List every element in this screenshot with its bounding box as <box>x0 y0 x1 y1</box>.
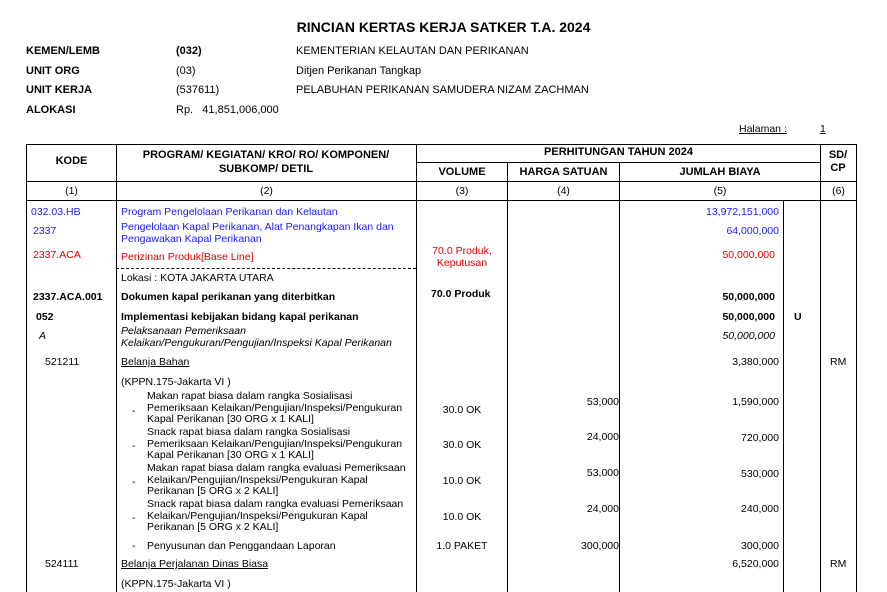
row-uraian: Pelaksanaan Pemeriksaan Kelaikan/Pengukuran/Pengujian/Inspeksi Kapal Perikanan <box>121 325 392 349</box>
row-kppn: (KPPN.175-Jakarta VI ) <box>121 578 231 590</box>
row-lokasi: Lokasi : KOTA JAKARTA UTARA <box>121 272 274 284</box>
row-volume: 10.0 OK <box>442 511 482 523</box>
row-jumlah: 3,380,000 <box>732 356 779 368</box>
row-kode: 524111 <box>45 558 79 570</box>
col-number-3: (3) <box>455 185 469 197</box>
page-number: 1 <box>820 123 826 135</box>
row-jumlah: 530,000 <box>741 468 779 480</box>
row-jumlah: 64,000,000 <box>726 225 779 237</box>
unit-org-label: UNIT ORG <box>26 65 80 77</box>
row-kppn: (KPPN.175-Jakarta VI ) <box>121 376 231 388</box>
row-kode: 2337.ACA.001 <box>33 291 103 303</box>
row-kode: 052 <box>36 311 54 323</box>
col-number-1: (1) <box>65 185 78 197</box>
row-volume: 70.0 Produk <box>431 288 491 300</box>
row-flag: U <box>794 311 802 323</box>
row-kode: 032.03.HB <box>31 206 81 218</box>
col-number-4: (4) <box>557 185 570 197</box>
row-jumlah: 6,520,000 <box>732 558 779 570</box>
row-jumlah: 50,000,000 <box>722 311 775 323</box>
col-sdcp-header: SD/ CP <box>828 149 848 174</box>
unit-org-code: (03) <box>176 65 196 77</box>
kemen-code: (032) <box>176 45 202 57</box>
row-harga: 53,000 <box>586 396 619 408</box>
row-volume: 70.0 Produk, Keputusan <box>432 245 492 269</box>
row-jumlah: 1,590,000 <box>732 396 779 408</box>
row-uraian: Belanja Perjalanan Dinas Biasa <box>121 558 269 570</box>
col-volume-header: VOLUME <box>438 166 486 178</box>
row-uraian: Perizinan Produk[Base Line] <box>121 251 254 263</box>
row-jumlah: 50,000,000 <box>722 249 775 261</box>
alokasi-label: ALOKASI <box>26 104 76 116</box>
col-number-2: (2) <box>260 185 273 197</box>
bullet-dash: - <box>132 512 136 524</box>
row-harga: 24,000 <box>586 431 619 443</box>
row-kode: 2337 <box>33 225 57 237</box>
row-jumlah: 13,972,151,000 <box>706 206 779 218</box>
col-jumlah-header: JUMLAH BIAYA <box>679 166 761 178</box>
row-kode: A <box>39 330 47 342</box>
row-uraian: Program Pengelolaan Perikanan dan Kelautan <box>121 206 338 218</box>
col-number-5: (5) <box>713 185 727 197</box>
row-volume: 1.0 PAKET <box>436 540 488 552</box>
row-jumlah: 50,000,000 <box>722 291 775 303</box>
row-harga: 53,000 <box>586 467 619 479</box>
row-uraian: Dokumen kapal perikanan yang diterbitkan <box>121 291 336 303</box>
unit-kerja-name: PELABUHAN PERIKANAN SAMUDERA NIZAM ZACHMAN <box>296 84 589 96</box>
col-harga-header: HARGA SATUAN <box>519 166 608 178</box>
row-uraian: Snack rapat biasa dalam rangka Sosialisasi Pemeriksaan Kelaikan/Pengujian/Inspeksi/Pengukuran Kapal Perikanan [30 ORG x 1 KALI] <box>147 426 403 461</box>
row-harga: 300,000 <box>581 540 619 552</box>
row-jumlah: 720,000 <box>741 432 779 444</box>
row-jumlah: 240,000 <box>741 503 779 515</box>
row-uraian: Makan rapat biasa dalam rangka Sosialisasi Pemeriksaan Kelaikan/Pengujian/Inspeksi/Pengukuran Kapal Perikanan [30 ORG x 1 KALI] <box>147 390 403 425</box>
row-jumlah: 50,000,000 <box>722 330 775 342</box>
col-number-6: (6) <box>832 185 845 197</box>
unit-org-name: Ditjen Perikanan Tangkap <box>296 65 422 77</box>
row-uraian: Makan rapat biasa dalam rangka evaluasi Pemeriksaan Kelaikan/Pengujian/Inspeksi/Pengukuran Kapal Perikanan [5 ORG x 2 KALI] <box>147 462 406 497</box>
document-title: RINCIAN KERTAS KERJA SATKER T.A. 2024 <box>296 19 591 35</box>
row-sdcp: RM <box>830 558 847 570</box>
row-jumlah: 300,000 <box>741 540 779 552</box>
row-kode: 2337.ACA <box>33 249 81 261</box>
row-uraian: Snack rapat biasa dalam rangka evaluasi Pemeriksaan Kelaikan/Pengujian/Inspeksi/Pengukuran Kapal Perikanan [5 ORG x 2 KALI] <box>147 498 404 533</box>
row-uraian: Implementasi kebijakan bidang kapal perikanan <box>121 311 359 323</box>
row-uraian: Belanja Bahan <box>121 356 190 368</box>
unit-kerja-code: (537611) <box>176 84 220 96</box>
row-sdcp: RM <box>830 356 847 368</box>
bullet-dash: - <box>132 540 136 552</box>
row-uraian: Penyusunan dan Penggandaan Laporan <box>147 540 336 552</box>
page-label: Halaman : <box>739 123 787 135</box>
row-volume: 10.0 OK <box>442 475 482 487</box>
row-uraian: Pengelolaan Kapal Perikanan, Alat Penangkapan Ikan dan Pengawakan Kapal Perikanan <box>121 221 394 245</box>
alokasi-value: Rp. 41,851,006,000 <box>176 104 279 116</box>
row-volume: 30.0 OK <box>442 404 482 416</box>
bullet-dash: - <box>132 405 136 417</box>
col-kode-header: KODE <box>55 155 88 167</box>
row-kode: 521211 <box>45 356 80 368</box>
kemen-label: KEMEN/LEMB <box>26 45 100 57</box>
bullet-dash: - <box>132 476 136 488</box>
bullet-dash: - <box>132 440 136 452</box>
col-perhitungan-header: PERHITUNGAN TAHUN 2024 <box>544 146 693 158</box>
kemen-name: KEMENTERIAN KELAUTAN DAN PERIKANAN <box>296 45 529 57</box>
row-volume: 30.0 OK <box>442 439 482 451</box>
col-program-header: PROGRAM/ KEGIATAN/ KRO/ RO/ KOMPONEN/ SUBKOMP/ DETIL <box>142 149 390 175</box>
row-harga: 24,000 <box>586 503 619 515</box>
unit-kerja-label: UNIT KERJA <box>26 84 93 96</box>
